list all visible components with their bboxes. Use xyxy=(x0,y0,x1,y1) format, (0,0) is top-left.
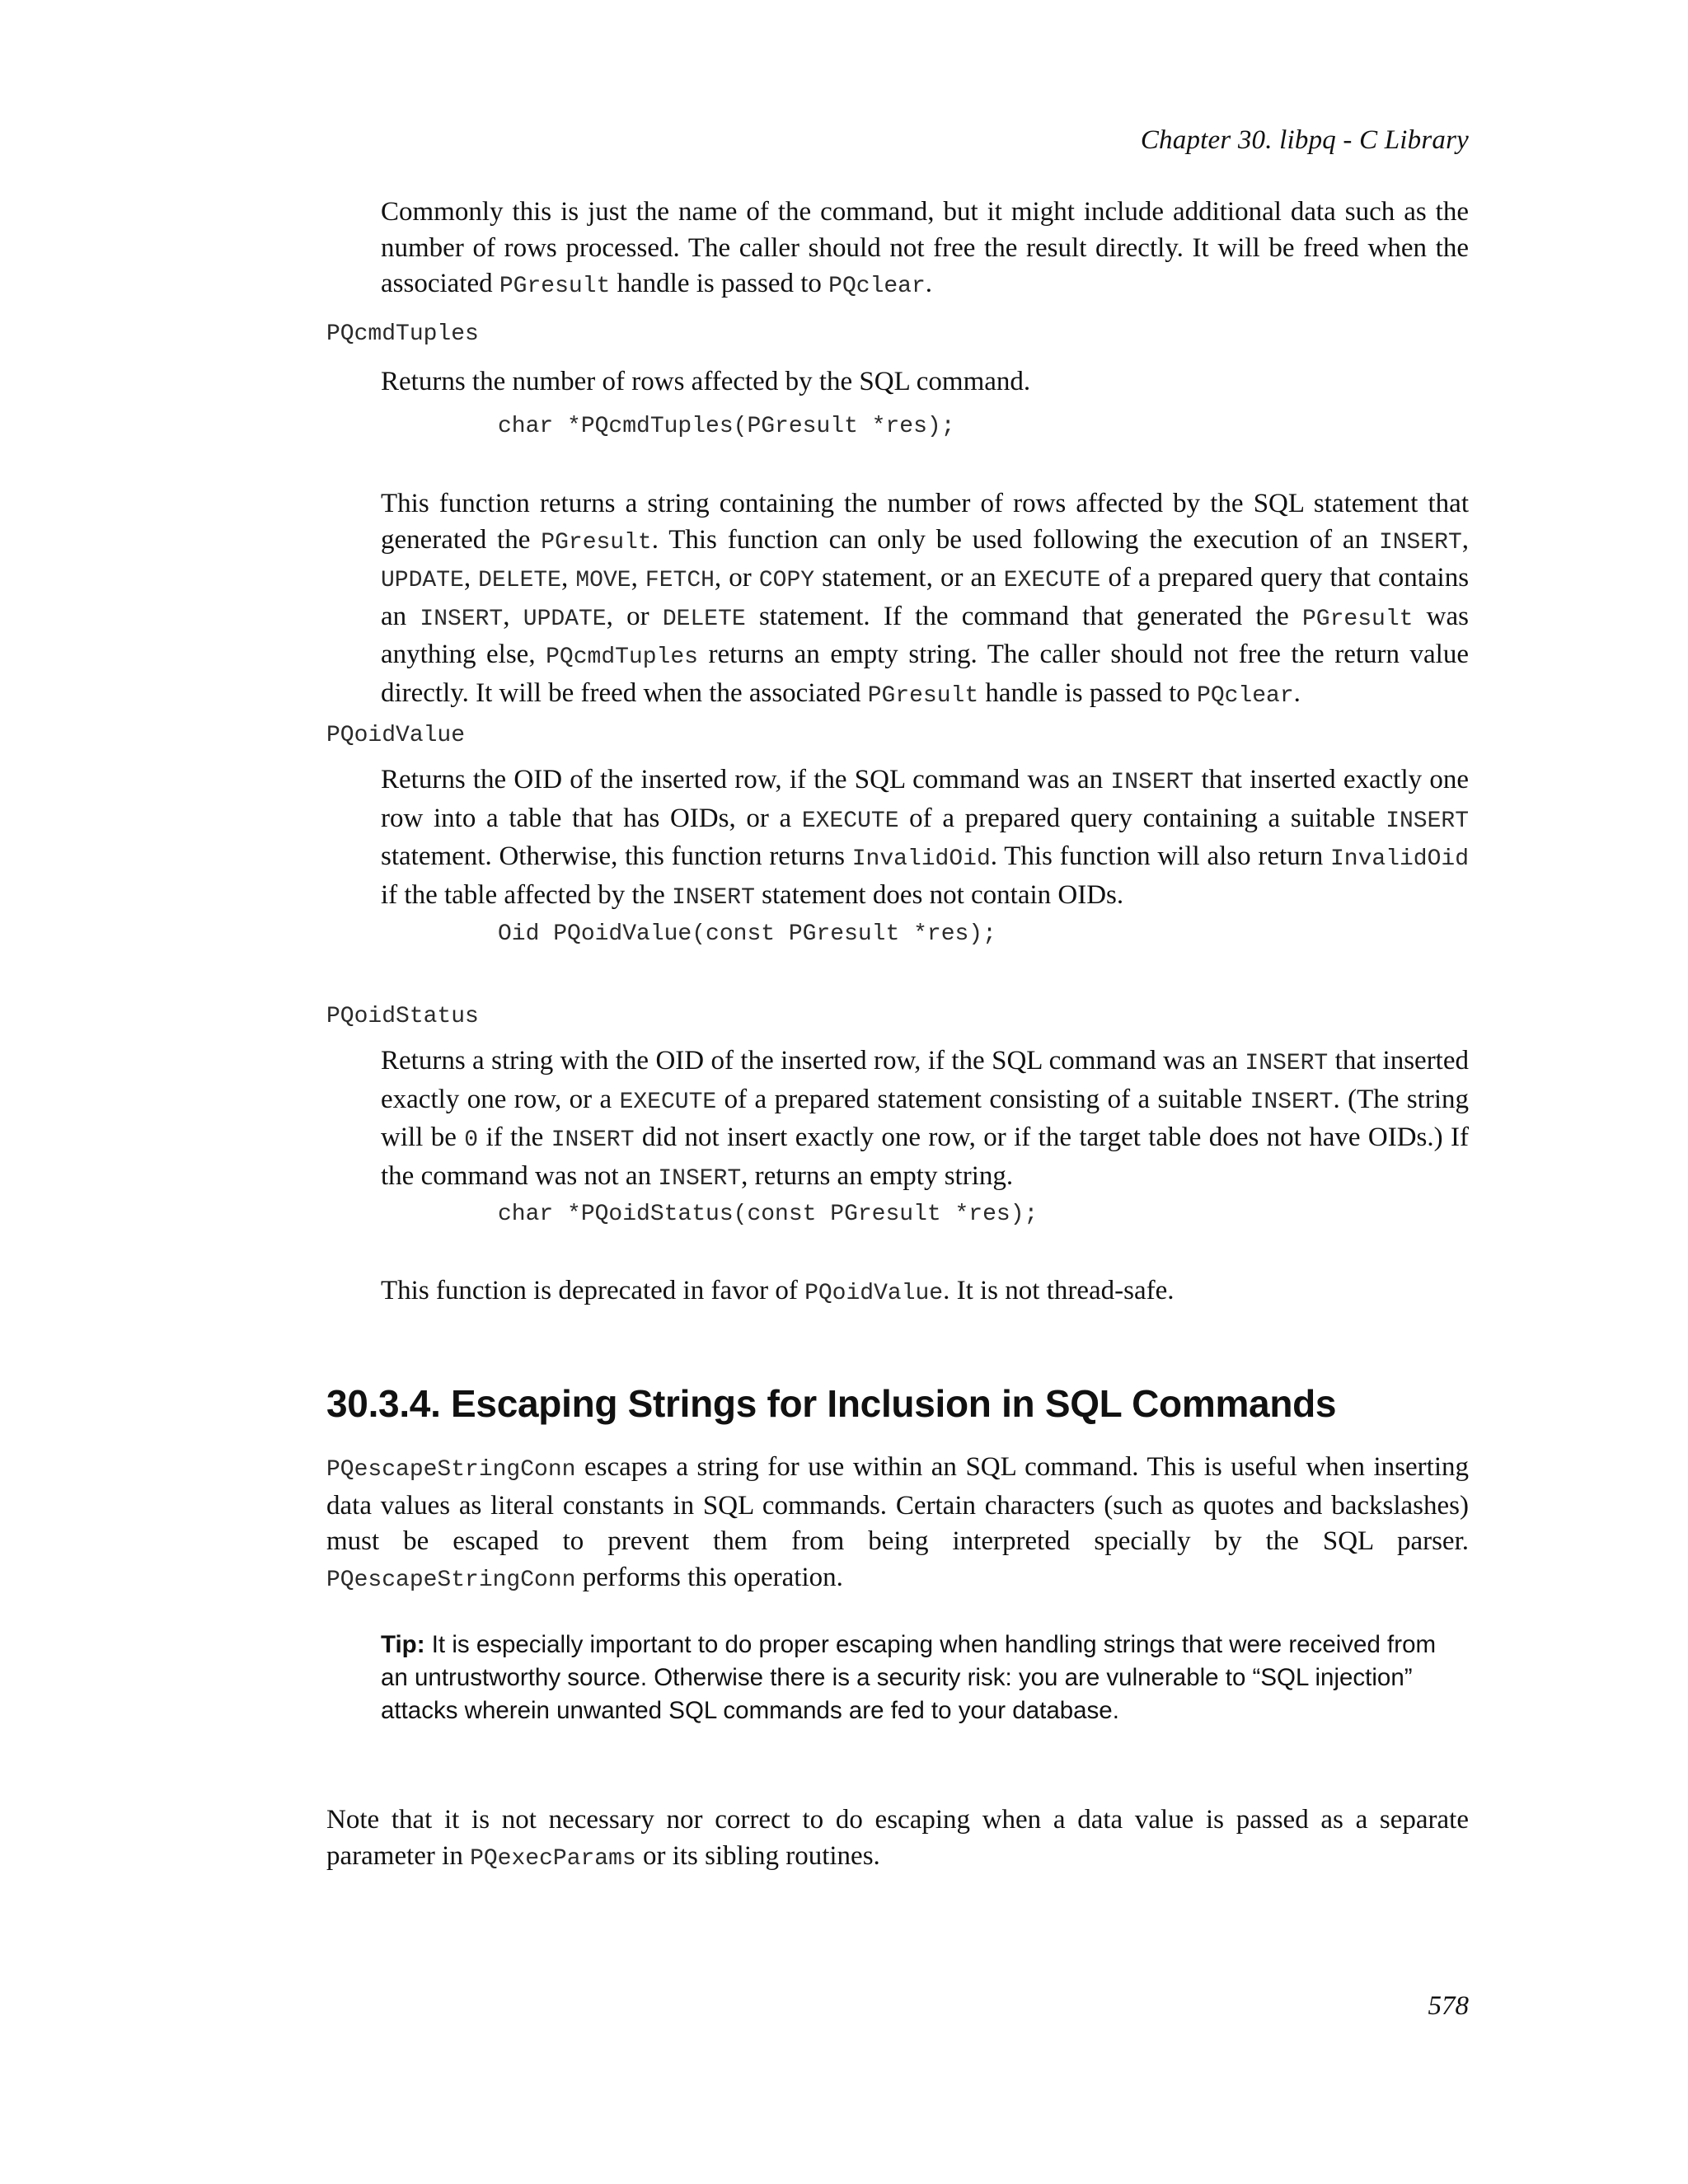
term-pqoidstatus: PQoidStatus xyxy=(326,1004,479,1029)
pqoidstatus-deprecation-note: This function is deprecated in favor of PQoidValue. It is not thread-safe. xyxy=(381,1276,1175,1306)
term-pqoidvalue: PQoidValue xyxy=(326,723,466,748)
pqcmdtuples-description: This function returns a string containing the number of rows affected by the SQL statement that generated the PGresult. This function can only be used following the execution of an INSERT, UPDATE, DELETE, MOVE, FETCH, or COPY statement, or an EXECUTE of a prepared query that contains an INSERT, UPDATE, or DELETE statement. If the command that generated the PGresult was anything else, PQcmdTuples returns an empty string. The caller should not free the return value directly. It will be freed when the associated PGresult handle is passed to PQclear. xyxy=(381,489,1470,709)
pqcmdtuples-summary: Returns the number of rows affected by the SQL command. xyxy=(381,367,1031,396)
note-paragraph: Note that it is not necessary nor correct to do escaping when a data value is passed as a separate parameter in PQexecParams or its sibling routines. xyxy=(326,1805,1469,1872)
section-title: 30.3.4. Escaping Strings for Inclusion in SQL Commands xyxy=(326,1382,1337,1425)
tip-box xyxy=(381,1629,1469,1727)
cmd-status-continuation-paragraph: Commonly this is just the name of the command, but it might include additional data such as the number of rows processed. The caller should not free the result directly. It will be freed when the associated PGresult handle is passed to PQclear. xyxy=(381,197,1469,299)
tip-label: Tip: xyxy=(381,1631,425,1658)
running-head: Chapter 30. libpq - C Library xyxy=(1140,125,1469,155)
section-intro-paragraph: PQescapeStringConn escapes a string for use within an SQL command. This is useful when inserting data values as literal constants in SQL commands. Certain characters (such as quotes and backslashes) must be escaped to prevent them from being interpreted specially by the SQL parser. PQescapeStringConn performs this operation. xyxy=(326,1452,1469,1593)
pqoidvalue-description: Returns the OID of the inserted row, if the SQL command was an INSERT that inserted exactly one row into a table that has OIDs, or a EXECUTE of a prepared query containing a suitable INSERT statement. Otherwise, this function returns InvalidOid. This function will also return InvalidOid if the table affected by the INSERT statement does not contain OIDs. xyxy=(381,765,1470,911)
term-pqcmdtuples: PQcmdTuples xyxy=(326,321,479,347)
tip-text: It is especially important to do proper escaping when handling strings that were received from an untrustworthy source. Otherwise there is a security risk: you are vulnerable to “SQL injection” attacks wherein unwanted SQL commands are fed to your database. xyxy=(381,1631,1437,1724)
page-number: 578 xyxy=(1428,1991,1469,2021)
pqoidstatus-description: Returns a string with the OID of the inserted row, if the SQL command was an INSERT that inserted exactly one row, or a EXECUTE of a prepared statement consisting of a suitable INSERT. (The string will be 0 if the INSERT did not insert exactly one row, or if the target table does not have OIDs.) If the command was not an INSERT, returns an empty string. xyxy=(381,1046,1469,1192)
pqcmdtuples-signature: char *PQcmdTuples(PGresult *res); xyxy=(498,414,955,439)
pqoidstatus-signature: char *PQoidStatus(const PGresult *res); xyxy=(498,1202,1039,1227)
pqoidvalue-signature: Oid PQoidValue(const PGresult *res); xyxy=(498,921,996,947)
